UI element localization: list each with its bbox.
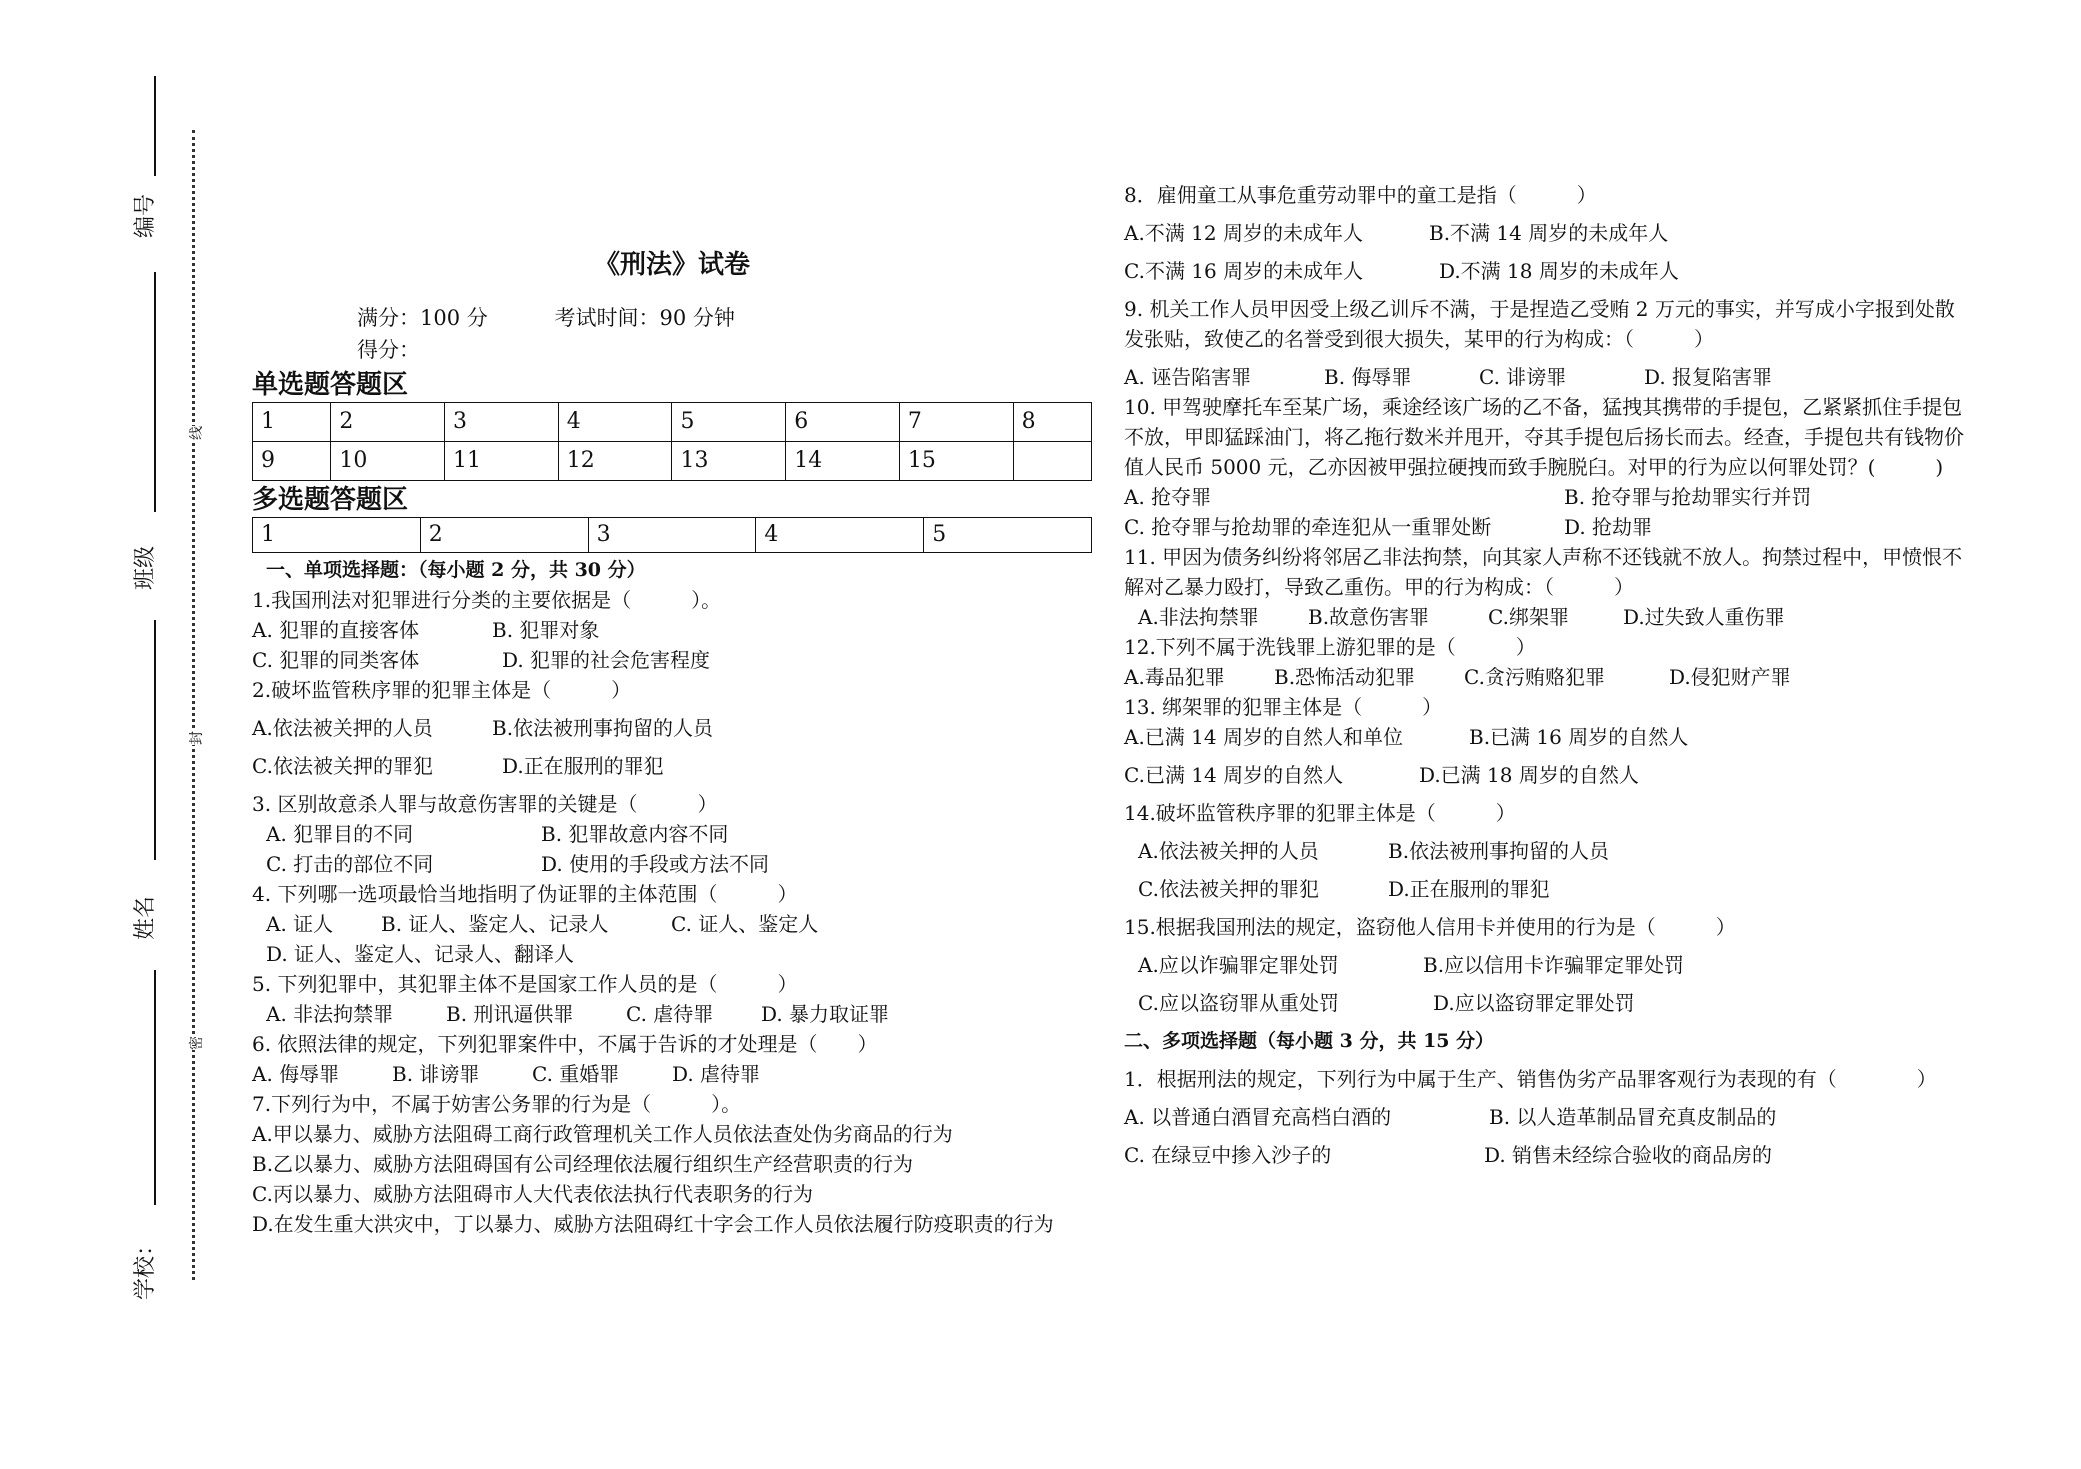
question-options [1124, 950, 1964, 980]
question-options [252, 615, 1092, 645]
option[interactable]: D.正在服刑的罪犯 [502, 754, 664, 778]
option[interactable]: D.过失致人重伤罪 [1623, 605, 1785, 629]
option[interactable]: C. 证人、鉴定人 [671, 912, 819, 936]
answer-cell[interactable]: 3 [588, 518, 756, 553]
question-stem: 12.下列不属于洗钱罪上游犯罪的是（ ） [1124, 635, 1536, 659]
question-10 [1124, 392, 1964, 542]
question-13 [1124, 692, 1964, 790]
question-1 [252, 585, 1092, 675]
table-row [253, 442, 1092, 481]
seal-dotted-line [192, 130, 195, 1280]
answer-cell[interactable]: 2 [420, 518, 588, 553]
option[interactable]: A. 抢夺罪 [1124, 485, 1212, 509]
question-2 [252, 675, 1092, 781]
multi-answer-zone-title: 多选题答题区 [252, 485, 409, 515]
question-stem: 5. 下列犯罪中，其犯罪主体不是国家工作人员的是（ ） [252, 972, 798, 996]
question-stem: 1．根据刑法的规定，下列行为中属于生产、销售伪劣产品罪客观行为表现的有（ ） [1124, 1067, 1937, 1091]
page-title: 《刑法》试卷 [593, 250, 750, 280]
question-options [252, 713, 1092, 743]
question-14 [1124, 798, 1964, 904]
answer-cell[interactable]: 7 [899, 403, 1013, 442]
answer-cell[interactable]: 1 [253, 518, 421, 553]
answer-cell[interactable]: 14 [786, 442, 900, 481]
option[interactable]: A. 证人 [266, 912, 334, 936]
single-answer-table [252, 402, 1092, 481]
answer-cell[interactable]: 9 [253, 442, 331, 481]
option[interactable]: C.应以盗窃罪从重处罚 [1138, 991, 1339, 1015]
option[interactable]: B.已满 16 周岁的自然人 [1469, 725, 1689, 749]
answer-cell[interactable]: 13 [672, 442, 786, 481]
answer-cell[interactable]: 12 [558, 442, 672, 481]
question-4 [252, 879, 1092, 969]
answer-cell[interactable]: 15 [899, 442, 1013, 481]
option[interactable]: D.应以盗窃罪定罪处罚 [1433, 991, 1635, 1015]
answer-cell[interactable]: 2 [331, 403, 445, 442]
option[interactable]: D. 使用的手段或方法不同 [541, 852, 770, 876]
question-options [1124, 988, 1964, 1018]
option[interactable]: C. 犯罪的同类客体 [252, 648, 420, 672]
multi-question-1 [1124, 1064, 1964, 1170]
question-12 [1124, 632, 1964, 692]
option[interactable]: C. 在绿豆中掺入沙子的 [1124, 1143, 1332, 1167]
option[interactable]: C.依法被关押的罪犯 [1138, 877, 1319, 901]
option[interactable]: D. 证人、鉴定人、记录人、翻译人 [266, 942, 575, 966]
question-options [1124, 722, 1964, 752]
option[interactable]: C. 诽谤罪 [1479, 365, 1567, 389]
option[interactable]: D.在发生重大洪灾中，丁以暴力、威胁方法阻碍红十字会工作人员依法履行防疫职责的行为 [252, 1212, 1054, 1236]
full-score: 满分：100 分 [357, 306, 488, 330]
option[interactable]: D. 报复陷害罪 [1644, 365, 1773, 389]
option[interactable]: B. 证人、鉴定人、记录人 [381, 912, 609, 936]
option[interactable]: D.侵犯财产罪 [1669, 665, 1791, 689]
question-3 [252, 789, 1092, 879]
answer-cell[interactable]: 3 [445, 403, 559, 442]
option[interactable]: C.丙以暴力、威胁方法阻碍市人大代表依法执行代表职务的行为 [252, 1182, 813, 1206]
option[interactable]: B. 犯罪故意内容不同 [541, 822, 729, 846]
option[interactable]: C.贪污贿赂犯罪 [1464, 665, 1605, 689]
question-stem: 1.我国刑法对犯罪进行分类的主要依据是（ ）。 [252, 588, 722, 612]
option[interactable]: B. 犯罪对象 [492, 618, 600, 642]
option[interactable]: B. 诽谤罪 [392, 1062, 480, 1086]
question-options [252, 819, 1092, 849]
question-options [1124, 1140, 1964, 1170]
question-options [1124, 256, 1964, 286]
seal-mark-secret: 密 [184, 1036, 208, 1050]
exam-meta [252, 302, 1092, 334]
option[interactable]: B. 以人造革制品冒充真皮制品的 [1489, 1105, 1777, 1129]
question-11 [1124, 542, 1964, 632]
question-stem: 7.下列行为中，不属于妨害公务罪的行为是（ ）。 [252, 1092, 742, 1116]
option[interactable]: C.绑架罪 [1488, 605, 1569, 629]
question-options [252, 1059, 1092, 1089]
question-options [1124, 602, 1964, 632]
question-options [1124, 218, 1964, 248]
question-options [1124, 836, 1964, 866]
option[interactable]: B.乙以暴力、威胁方法阻碍国有公司经理依法履行组织生产经营职责的行为 [252, 1152, 914, 1176]
option[interactable]: B.故意伤害罪 [1308, 605, 1430, 629]
question-6 [252, 1029, 1092, 1089]
answer-cell[interactable]: 5 [924, 518, 1092, 553]
table-row [253, 403, 1092, 442]
question-options [252, 849, 1092, 879]
name-label: 姓名 [133, 895, 158, 940]
option[interactable]: D. 抢劫罪 [1564, 515, 1653, 539]
option[interactable]: C.已满 14 周岁的自然人 [1124, 763, 1344, 787]
question-options [1124, 362, 1964, 392]
question-options [1124, 662, 1964, 692]
answer-cell[interactable]: 6 [786, 403, 900, 442]
option[interactable]: A. 诬告陷害罪 [1124, 365, 1252, 389]
option[interactable]: B.依法被刑事拘留的人员 [1388, 839, 1610, 863]
answer-cell[interactable]: 1 [253, 403, 331, 442]
seal-mark-seal: 封 [184, 731, 208, 745]
option[interactable]: C. 抢夺罪与抢劫罪的牵连犯从一重罪处断 [1124, 515, 1492, 539]
question-stem: 13. 绑架罪的犯罪主体是（ ） [1124, 695, 1443, 719]
multi-answer-table [252, 517, 1092, 553]
number-fill-line [154, 76, 156, 176]
question-stem: 15.根据我国刑法的规定，盗窃他人信用卡并使用的行为是（ ） [1124, 915, 1736, 939]
left-column [252, 250, 1092, 1239]
question-options [1124, 512, 1964, 542]
option[interactable]: A. 非法拘禁罪 [266, 1002, 394, 1026]
table-row [253, 518, 1092, 553]
option[interactable]: A.甲以暴力、威胁方法阻碍工商行政管理机关工作人员依法查处伪劣商品的行为 [252, 1122, 953, 1146]
question-8 [1124, 180, 1964, 286]
answer-cell[interactable]: 10 [331, 442, 445, 481]
option[interactable]: A. 以普通白酒冒充高档白酒的 [1124, 1105, 1392, 1129]
question-stem: 10. 甲驾驶摩托车至某广场，乘途经该广场的乙不备，猛拽其携带的手提包，乙紧紧抓住手提包不放，甲即猛踩油门，将乙拖行数米并甩开，夺其手提包后扬长而去。经查，手提包共有钱物价值人民币 5000 元，乙亦因被甲强拉硬拽而致手腕脱臼。对甲的行为应以何罪处罚？( ) [1124, 395, 1964, 479]
option[interactable]: A.毒品犯罪 [1124, 665, 1225, 689]
option[interactable]: D. 虐待罪 [672, 1062, 761, 1086]
option[interactable]: D.已满 18 周岁的自然人 [1419, 763, 1639, 787]
option[interactable]: B. 刑讯逼供罪 [446, 1002, 574, 1026]
question-options [252, 909, 1092, 939]
option[interactable]: A. 犯罪的直接客体 [252, 618, 420, 642]
option[interactable]: A.非法拘禁罪 [1138, 605, 1259, 629]
question-stem: 6. 依照法律的规定，下列犯罪案件中，不属于告诉的才处理是（ ） [252, 1032, 878, 1056]
question-15 [1124, 912, 1964, 1018]
option[interactable]: A.依法被关押的人员 [1138, 839, 1319, 863]
option[interactable]: B.应以信用卡诈骗罪定罪处罚 [1423, 953, 1685, 977]
question-options [252, 939, 1092, 969]
answer-cell[interactable]: 11 [445, 442, 559, 481]
section-single-title: 一、单项选择题：（每小题 2 分，共 30 分） [266, 559, 646, 581]
question-stem: 4. 下列哪一选项最恰当地指明了伪证罪的主体范围（ ） [252, 882, 798, 906]
seal-mark-line: 线 [184, 426, 208, 440]
score-label: 得分： [357, 338, 420, 362]
question-stem: 9. 机关工作人员甲因受上级乙训斥不满，于是捏造乙受贿 2 万元的事实，并写成小字报到处散发张贴，致使乙的名誉受到很大损失，某甲的行为构成：（ ） [1124, 297, 1955, 351]
answer-cell[interactable]: 4 [756, 518, 924, 553]
question-stem: 8．雇佣童工从事危重劳动罪中的童工是指（ ） [1124, 183, 1597, 207]
right-column [1124, 180, 1964, 1170]
option[interactable]: A.不满 12 周岁的未成年人 [1124, 221, 1363, 245]
option[interactable]: D.不满 18 周岁的未成年人 [1439, 259, 1679, 283]
class-label: 班级 [133, 545, 158, 590]
school-fill-line [154, 970, 156, 1205]
option[interactable]: D. 暴力取证罪 [761, 1002, 890, 1026]
option[interactable]: A.已满 14 周岁的自然人和单位 [1124, 725, 1403, 749]
option[interactable]: B. 抢夺罪与抢劫罪实行并罚 [1564, 485, 1812, 509]
answer-cell[interactable]: 4 [558, 403, 672, 442]
question-stem: 14.破坏监管秩序罪的犯罪主体是（ ） [1124, 801, 1516, 825]
option[interactable]: C. 虐待罪 [626, 1002, 714, 1026]
option[interactable]: C. 打击的部位不同 [266, 852, 434, 876]
question-stem: 2.破坏监管秩序罪的犯罪主体是（ ） [252, 678, 632, 702]
number-label: 编号 [133, 193, 158, 238]
option[interactable]: B. 侮辱罪 [1324, 365, 1412, 389]
option[interactable]: B.依法被刑事拘留的人员 [492, 716, 714, 740]
answer-cell[interactable] [1013, 442, 1091, 481]
option[interactable]: C.依法被关押的罪犯 [252, 754, 433, 778]
answer-cell[interactable]: 5 [672, 403, 786, 442]
answer-cell[interactable]: 8 [1013, 403, 1091, 442]
question-options [252, 999, 1092, 1029]
option[interactable]: D. 犯罪的社会危害程度 [502, 648, 711, 672]
option[interactable]: A.应以诈骗罪定罪处罚 [1138, 953, 1339, 977]
question-5 [252, 969, 1092, 1029]
class-fill-line [154, 272, 156, 512]
option[interactable]: B.恐怖活动犯罪 [1274, 665, 1416, 689]
question-options [252, 645, 1092, 675]
option[interactable]: C.不满 16 周岁的未成年人 [1124, 259, 1364, 283]
option[interactable]: B.不满 14 周岁的未成年人 [1429, 221, 1669, 245]
option[interactable]: D.正在服刑的罪犯 [1388, 877, 1550, 901]
option[interactable]: A.依法被关押的人员 [252, 716, 433, 740]
question-stem: 3. 区别故意杀人罪与故意伤害罪的关键是（ ） [252, 792, 718, 816]
question-options [1124, 874, 1964, 904]
section-multi-title: 二、多项选择题（每小题 3 分，共 15 分） [1124, 1030, 1495, 1052]
option[interactable]: A. 犯罪目的不同 [266, 822, 414, 846]
option[interactable]: A. 侮辱罪 [252, 1062, 340, 1086]
question-stem: 11. 甲因为债务纠纷将邻居乙非法拘禁，向其家人声称不还钱就不放人。拘禁过程中，甲愤恨不解对乙暴力殴打，导致乙重伤。甲的行为构成：（ ） [1124, 545, 1963, 599]
question-options [1124, 482, 1964, 512]
question-options [252, 751, 1092, 781]
single-answer-zone-title: 单选题答题区 [252, 370, 409, 400]
question-9 [1124, 294, 1964, 392]
exam-time: 考试时间：90 分钟 [554, 306, 735, 330]
option[interactable]: D. 销售未经综合验收的商品房的 [1484, 1143, 1773, 1167]
name-fill-line [154, 620, 156, 860]
school-label: 学校： [133, 1233, 158, 1300]
question-options [1124, 760, 1964, 790]
option[interactable]: C. 重婚罪 [532, 1062, 620, 1086]
question-options [1124, 1102, 1964, 1132]
question-7 [252, 1089, 1092, 1239]
